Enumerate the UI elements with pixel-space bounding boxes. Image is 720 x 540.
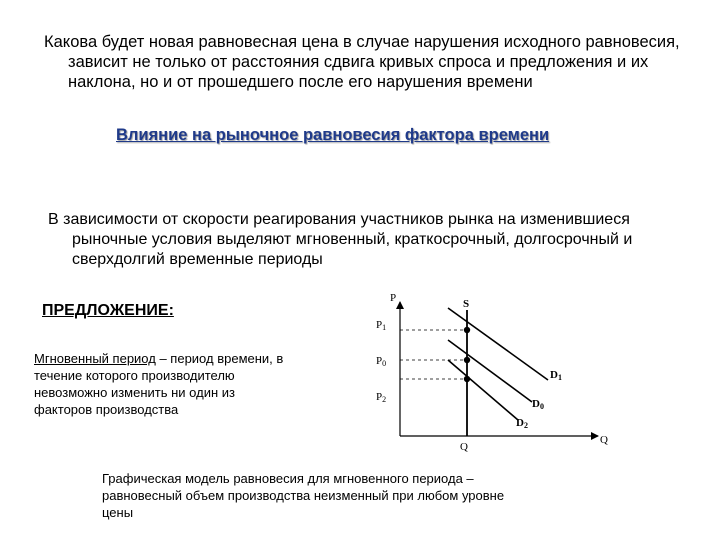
q-axis-label: Q bbox=[600, 434, 608, 446]
intro-paragraph: Какова будет новая равновесная цена в случае нарушения исходного равновесия, зависит не только от расстояния сдвига кривых спроса и предложения и их наклона, но и от прошедшего после его нарушения времени bbox=[44, 33, 680, 91]
price-label-p0: P0 bbox=[376, 355, 387, 368]
instant-period-definition bbox=[34, 350, 294, 418]
price-label-p1: P1 bbox=[376, 319, 387, 332]
supply-label: S bbox=[463, 298, 470, 310]
equilibrium-point-p0 bbox=[464, 357, 470, 363]
equilibrium-point-p1 bbox=[464, 327, 470, 333]
demand-label-d2: D2 bbox=[516, 417, 528, 430]
equilibrium-point-p2 bbox=[464, 376, 470, 382]
instant-period-description: – период времени, в течение которого производителю невозможно изменить ни один из факторов производства bbox=[34, 351, 284, 417]
instant-period-term: Мгновенный период bbox=[34, 351, 156, 366]
equilibrium-quantity-label: Q bbox=[460, 441, 468, 453]
price-label-p2: P2 bbox=[376, 391, 387, 404]
diagram-caption: Графическая модель равновесия для мгновенного периода – равновесный объем производства неизменный при любом уровне цены bbox=[102, 471, 505, 520]
demand-curve-d1 bbox=[448, 308, 548, 380]
supply-heading: ПРЕДЛОЖЕНИЕ: bbox=[42, 302, 174, 319]
demand-curve-d2 bbox=[448, 360, 518, 420]
market-equilibrium-diagram bbox=[360, 280, 620, 455]
time-periods-paragraph: В зависимости от скорости реагирования участников рынка на изменившиеся рыночные условия выделяют мгновенный, краткосрочный, долгосрочный и сверхдолгий временные периоды bbox=[48, 211, 633, 268]
slide-subtitle: Влияние на рыночное равновесия фактора времени bbox=[116, 126, 550, 144]
p-axis-label: P bbox=[390, 292, 397, 304]
demand-label-d0: D0 bbox=[532, 398, 544, 411]
demand-label-d1: D1 bbox=[550, 369, 562, 382]
